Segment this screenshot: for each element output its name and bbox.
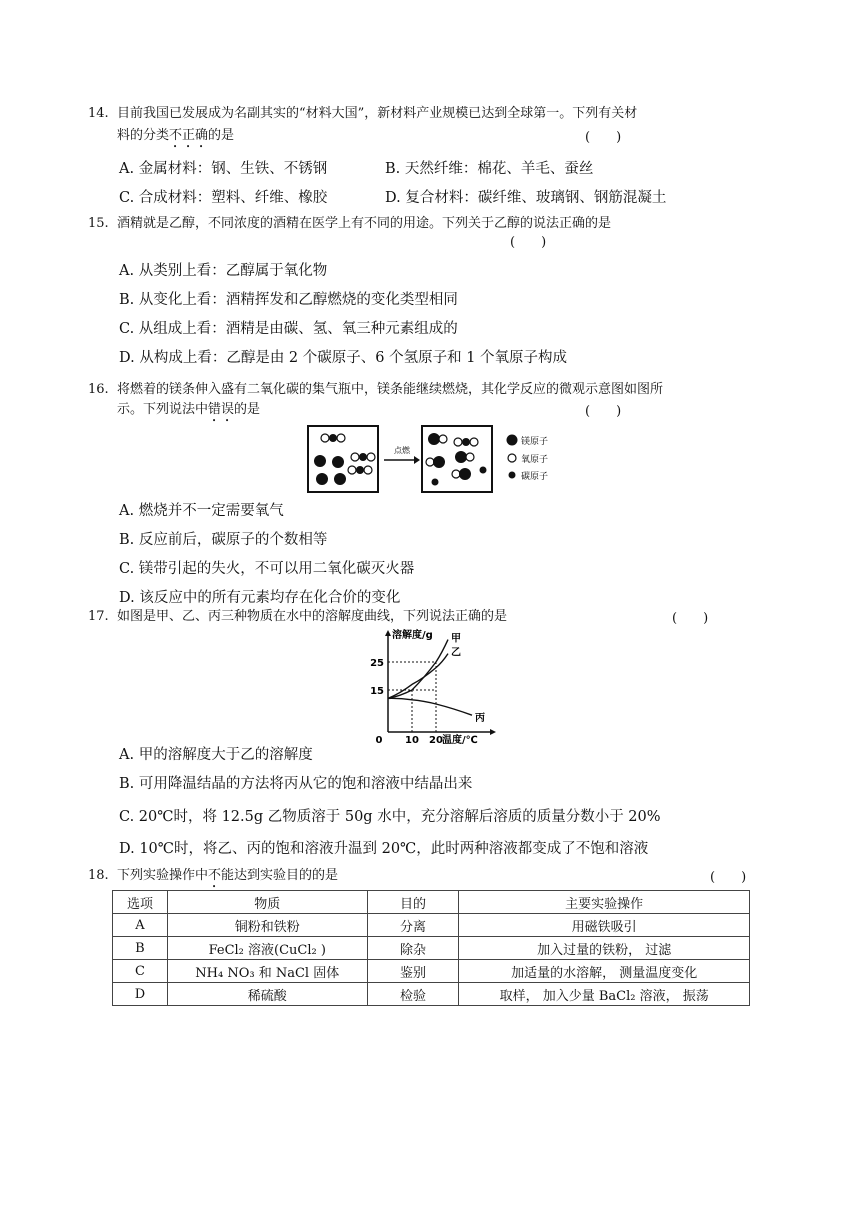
q14-option-b: B. 天然纤维：棉花、羊毛、蚕丝 <box>385 161 594 177</box>
cell-option: D <box>113 983 168 1006</box>
legend-c-label: 碳原子 <box>521 472 549 482</box>
table-row <box>113 983 750 1006</box>
y-tick-label: 25 <box>370 658 384 669</box>
q18-number: 18. <box>88 868 109 883</box>
header-purpose: 目的 <box>367 891 459 914</box>
cell-option: C <box>113 960 168 983</box>
q14-option-a: A. 金属材料：钢、生铁、不锈钢 <box>119 161 328 177</box>
q15-option-b: B. 从变化上看：酒精挥发和乙醇燃烧的变化类型相同 <box>119 292 458 308</box>
series-label: 甲 <box>451 633 461 645</box>
q17-stem: 如图是甲、乙、丙三种物质在水中的溶解度曲线，下列说法正确的是 <box>117 609 508 624</box>
q17-answer-blank: ( ) <box>672 611 709 626</box>
reactant-co2-molecule <box>351 453 375 461</box>
q18-answer-blank: ( ) <box>710 870 747 885</box>
cell-operation: 取样， 加入少量 BaCl₂ 溶液， 振荡 <box>459 983 750 1006</box>
header-operation: 主要实验操作 <box>459 891 750 914</box>
x-axis-label: 温度/℃ <box>442 735 478 746</box>
series-line-2 <box>388 654 448 699</box>
q18-stem-pre: 下列实验操作中 <box>117 868 209 883</box>
q16-option-c: C. 镁带引起的失火，不可以用二氧化碳灭火器 <box>119 561 415 577</box>
legend-mg-label: 镁原子 <box>521 437 549 447</box>
series-label: 乙 <box>451 647 461 659</box>
q14-stem-line1: 目前我国已发展成为名副其实的“材料大国”，新材料产业规模已达到全球第一。下列有关材 <box>117 106 638 121</box>
q15-stem: 酒精就是乙醇，不同浓度的酒精在医学上有不同的用途。下列关于乙醇的说法正确的是 <box>117 216 612 231</box>
product-mgo-unit <box>426 456 445 468</box>
x-tick-label: 0 <box>375 735 383 746</box>
y-axis-label: 溶解度/g <box>392 630 433 641</box>
cell-purpose: 分离 <box>367 914 459 937</box>
q17-option-d: D. 10℃时，将乙、丙的饱和溶液升温到 20℃，此时两种溶液都变成了不饱和溶液 <box>119 841 649 857</box>
cell-purpose: 除杂 <box>367 937 459 960</box>
q16-stem-pre: 示。下列说法中 <box>117 402 209 417</box>
q16-stem-line1: 将燃着的镁条伸入盛有二氧化碳的集气瓶中，镁条能继续燃烧，其化学反应的微观示意图如图所 <box>117 382 664 397</box>
q16-number: 16. <box>88 382 109 397</box>
table-row <box>113 960 750 983</box>
q14-stem-emphasis: 不正确 <box>169 128 209 143</box>
q14-option-c: C. 合成材料：塑料、纤维、橡胶 <box>119 190 328 206</box>
product-mgo-unit <box>455 451 474 463</box>
q18-stem-emphasis: 不 <box>208 868 222 883</box>
q14-stem-post: 的是 <box>208 128 235 143</box>
y-tick-label: 15 <box>370 686 384 697</box>
q16-option-b: B. 反应前后，碳原子的个数相等 <box>119 532 328 548</box>
reaction-arrow-head <box>414 456 420 464</box>
y-axis-arrow <box>385 630 391 636</box>
cell-option: A <box>113 914 168 937</box>
q17-option-a: A. 甲的溶解度大于乙的溶解度 <box>119 747 313 763</box>
q18-experiment-table <box>112 890 750 1006</box>
reactant-mg-atom <box>316 473 328 485</box>
cell-option: B <box>113 937 168 960</box>
q16-stem-emphasis: 错误 <box>208 402 235 417</box>
q18-stem <box>117 866 338 891</box>
legend-mg-icon <box>507 435 518 446</box>
reactant-mg-atom <box>332 456 344 468</box>
q15-option-d: D. 从构成上看：乙醇是由 2 个碳原子、6 个氢原子和 1 个氧原子构成 <box>119 350 568 366</box>
q17-solubility-chart <box>362 626 502 746</box>
header-option: 选项 <box>113 891 168 914</box>
x-tick-label: 20 <box>429 735 443 746</box>
q14-number: 14. <box>88 106 109 121</box>
cell-substance: 稀硫酸 <box>167 983 367 1006</box>
q15-answer-blank: ( ) <box>510 235 547 250</box>
q16-stem-line2 <box>117 400 260 425</box>
q18-stem-post: 能达到实验目的的是 <box>221 868 339 883</box>
q16-reaction-diagram <box>300 422 600 498</box>
q16-stem-post: 的是 <box>234 402 261 417</box>
table-row <box>113 914 750 937</box>
cell-purpose: 检验 <box>367 983 459 1006</box>
q15-number: 15. <box>88 216 109 231</box>
cell-operation: 用磁铁吸引 <box>459 914 750 937</box>
reactant-co2-molecule <box>321 434 345 442</box>
x-tick-label: 10 <box>405 735 419 746</box>
q15-option-a: A. 从类别上看：乙醇属于氧化物 <box>119 263 328 279</box>
q16-answer-blank: ( ) <box>585 404 622 419</box>
cell-operation: 加入过量的铁粉， 过滤 <box>459 937 750 960</box>
legend-o-label: 氧原子 <box>521 455 549 465</box>
cell-substance: FeCl₂ 溶液(CuCl₂ ) <box>167 937 367 960</box>
table-header-row <box>113 891 750 914</box>
q17-option-c: C. 20℃时，将 12.5g 乙物质溶于 50g 水中，充分溶解后溶质的质量分数小于 20% <box>119 809 661 825</box>
legend-c-icon <box>509 472 516 479</box>
q15-option-c: C. 从组成上看：酒精是由碳、氢、氧三种元素组成的 <box>119 321 458 337</box>
cell-substance: NH₄ NO₃ 和 NaCl 固体 <box>167 960 367 983</box>
series-label: 丙 <box>475 713 485 725</box>
q17-option-b: B. 可用降温结晶的方法将丙从它的饱和溶液中结晶出来 <box>119 776 473 792</box>
table-row <box>113 937 750 960</box>
reactant-co2-molecule <box>348 466 372 474</box>
product-c-atom <box>480 467 487 474</box>
reactant-mg-atom <box>314 455 326 467</box>
q14-option-d: D. 复合材料：碳纤维、玻璃钢、钢筋混凝土 <box>385 190 667 206</box>
q14-stem-line2 <box>117 126 234 151</box>
x-axis-arrow <box>490 729 496 735</box>
cell-purpose: 鉴别 <box>367 960 459 983</box>
q14-stem-pre: 料的分类 <box>117 128 170 143</box>
product-co2-molecule <box>454 438 478 446</box>
legend-o-icon <box>508 454 516 462</box>
reaction-condition: 点燃 <box>394 446 410 455</box>
product-mgo-unit <box>452 468 471 480</box>
cell-operation: 加适量的水溶解， 测量温度变化 <box>459 960 750 983</box>
product-mgo-unit <box>428 433 447 445</box>
q14-answer-blank: ( ) <box>585 130 622 145</box>
q16-option-a: A. 燃烧并不一定需要氧气 <box>119 503 284 519</box>
q16-option-d: D. 该反应中的所有元素均存在化合价的变化 <box>119 590 401 606</box>
header-substance: 物质 <box>167 891 367 914</box>
product-c-atom <box>432 479 439 486</box>
cell-substance: 铜粉和铁粉 <box>167 914 367 937</box>
q17-number: 17. <box>88 609 109 624</box>
reactant-mg-atom <box>334 473 346 485</box>
series-line-3 <box>388 698 472 715</box>
